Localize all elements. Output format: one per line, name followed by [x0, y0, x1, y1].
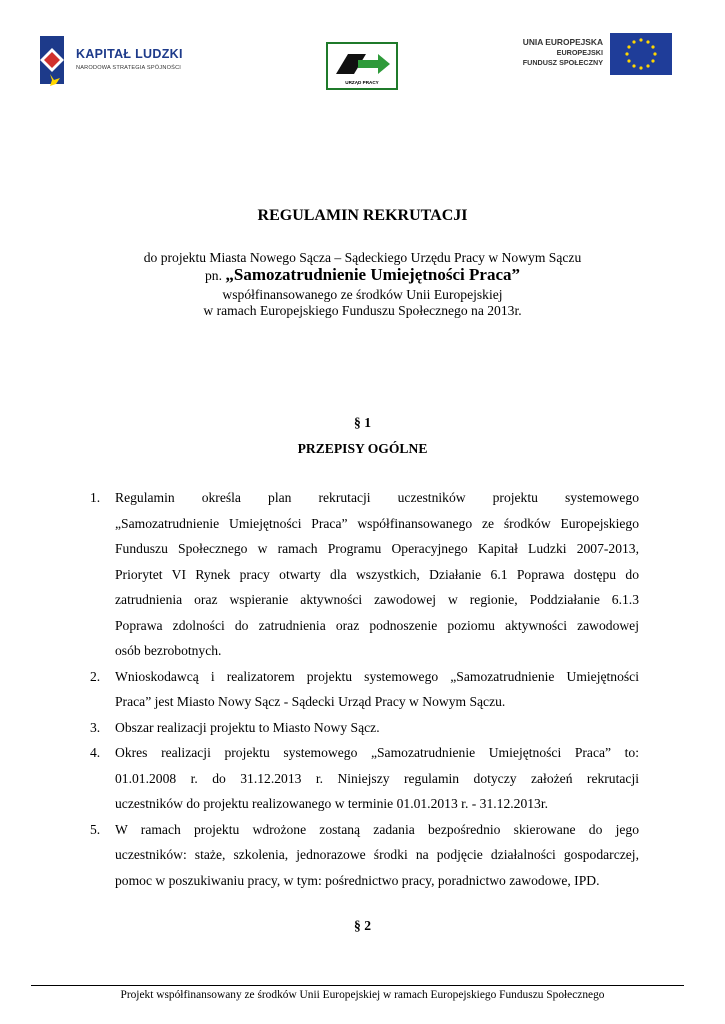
rule-line: Obszar realizacji projektu to Miasto Nowy Sącz.: [115, 719, 380, 735]
subtitle-line-2: [0, 265, 725, 285]
rule-line: uczestników: staże, szkolenia, jednorazowe środki na podjęcie działalności gospodarczej,: [115, 847, 639, 862]
rule-number: 5.: [90, 821, 101, 837]
rule-line: osób bezrobotnych.: [115, 643, 222, 658]
section-1-heading: PRZEPISY OGÓLNE: [297, 441, 428, 456]
document-title: REGULAMIN REKRUTACJI: [257, 207, 468, 224]
urzad-pracy-logo: [326, 42, 398, 90]
rule-number: 2.: [90, 668, 101, 684]
subtitle-line-4: w ramach Europejskiego Funduszu Społecznego na 2013r.: [203, 303, 522, 318]
rule-line: zatrudnienia oraz wspieranie aktywności zawodowej w regionie, Poddziałanie 6.1.3: [115, 592, 639, 607]
rule-line: „Samozatrudnienie Umiejętności Praca” współfinansowanego ze środków Europejskiego: [115, 515, 639, 531]
rule-number: 1.: [90, 490, 101, 505]
urzad-pracy-arrow-icon: [328, 46, 396, 82]
subtitle-prefix: pn.: [204, 268, 226, 283]
rule-line: Regulamin określa plan rekrutacji uczestników projektu systemowego: [115, 490, 639, 505]
rule-line: 01.01.2008 r. do 31.12.2013 r. Niniejszy regulamin dotyczy założeń rekrutacji: [115, 770, 639, 786]
rule-line: Poprawa zdolności do zatrudnienia oraz podnoszenie poziomu aktywności zawodowej: [115, 617, 639, 633]
section-2-number: § 2: [354, 918, 371, 933]
rule-line: pomoc w poszukiwaniu pracy, w tym: pośrednictwo pracy, poradnictwo zawodowe, IPD.: [115, 872, 600, 888]
eu-line-1: UNIA EUROPEJSKA: [522, 37, 603, 47]
kapital-ludzki-emblem-icon: [36, 34, 72, 88]
rule-line: uczestników do projektu realizowanego w terminie 01.01.2013 r. - 31.12.2013r.: [115, 796, 549, 811]
kapital-ludzki-logo: [36, 34, 206, 88]
subtitle-line-1: do projektu Miasta Nowego Sącza – Sądeckiego Urzędu Pracy w Nowym Sączu: [143, 250, 582, 265]
rule-line: Okres realizacji projektu systemowego „Samozatrudnienie Umiejętności Praca” to:: [115, 745, 639, 760]
section-1-number: § 1: [354, 415, 371, 430]
rule-number: 4.: [90, 745, 101, 760]
rule-number: 3.: [90, 719, 101, 735]
kapital-ludzki-title: KAPITAŁ LUDZKI: [76, 47, 183, 61]
rule-line: Funduszu Społecznego w ramach Programu Operacyjnego Kapitał Ludzki 2007-2013,: [115, 541, 639, 556]
eu-line-2: EUROPEJSKI: [556, 47, 603, 57]
footer-divider: [31, 985, 684, 986]
rule-line: Praca” jest Miasto Nowy Sącz - Sądecki Urząd Pracy w Nowym Sączu.: [115, 694, 506, 709]
eu-flag-icon: [610, 33, 672, 75]
footer-text: Projekt współfinansowany ze środków Unii Europejskiej w ramach Europejskiego Funduszu Społecznego: [120, 989, 605, 1001]
rule-line: Priorytet VI Rynek pracy otwarty dla wszystkich, Działanie 6.1 Poprawa dostępu do: [115, 566, 639, 582]
eu-line-3: FUNDUSZ SPOŁECZNY: [522, 58, 603, 67]
rule-line: Wnioskodawcą i realizatorem projektu systemowego „Samozatrudnienie Umiejętności: [115, 668, 639, 684]
kapital-ludzki-subtitle: NARODOWA STRATEGIA SPÓJNOŚCI: [76, 65, 182, 71]
eu-logo-text: [505, 37, 603, 69]
project-name: „Samozatrudnienie Umiejętności Praca”: [225, 265, 520, 284]
urzad-pracy-label: URZĄD PRACY: [345, 80, 379, 85]
rule-line: W ramach projektu wdrożone zostaną zadania bezpośrednio skierowane do jego: [115, 821, 639, 837]
subtitle-line-3: współfinansowanego ze środków Unii Europejskiej: [222, 287, 503, 302]
